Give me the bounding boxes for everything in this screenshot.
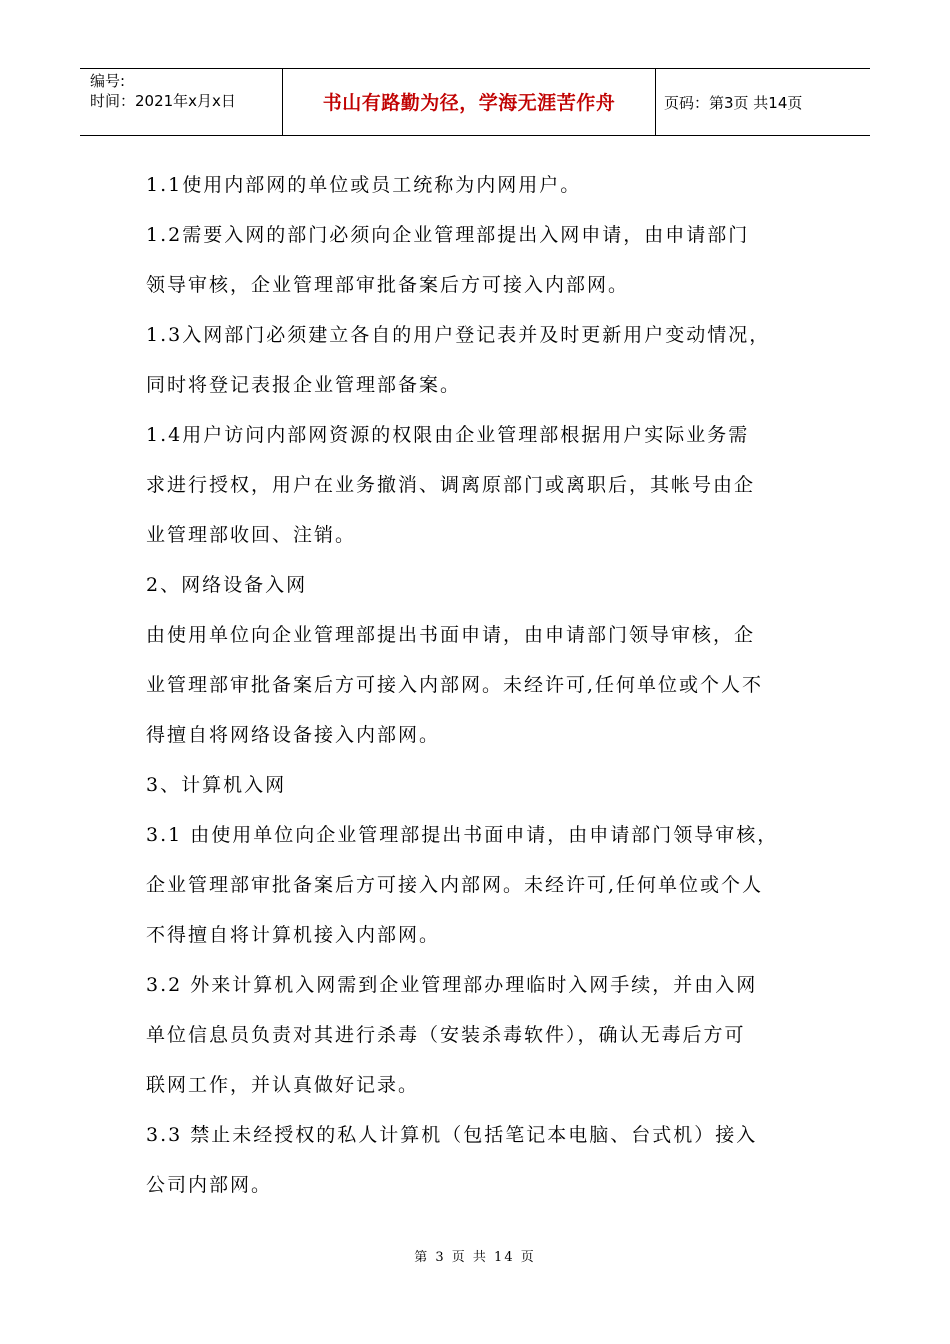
page-header [80, 68, 870, 136]
section-heading: 3、计算机入网 [146, 774, 287, 796]
body-line: 求进行授权，用户在业务撤消、调离原部门或离职后，其帐号由企 [146, 474, 756, 496]
body-line: 不得擅自将计算机接入内部网。 [146, 924, 441, 946]
body-line: 领导审核，企业管理部审批备案后方可接入内部网。 [146, 274, 630, 296]
document-date: 时间：2021年x月x日 [90, 92, 236, 110]
header-meta-cell [80, 69, 283, 135]
body-line: 3.1 由使用单位向企业管理部提出书面申请，由申请部门领导审核， [146, 824, 779, 846]
body-line: 单位信息员负责对其进行杀毒（安装杀毒软件），确认无毒后方可 [146, 1024, 746, 1046]
body-line: 联网工作，并认真做好记录。 [146, 1074, 420, 1096]
body-line: 3.3 禁止未经授权的私人计算机（包括笔记本电脑、台式机）接入 [146, 1124, 758, 1146]
body-line: 1.2需要入网的部门必须向企业管理部提出入网申请，由申请部门 [146, 224, 750, 246]
body-line: 企业管理部审批备案后方可接入内部网。未经许可,任何单位或个人 [146, 874, 764, 896]
body-line: 业管理部审批备案后方可接入内部网。未经许可,任何单位或个人不 [146, 674, 764, 696]
body-line: 3.2 外来计算机入网需到企业管理部办理临时入网手续，并由入网 [146, 974, 758, 996]
body-line: 1.1使用内部网的单位或员工统称为内网用户。 [146, 174, 582, 196]
page-footer-number: 第 3 页 共 14 页 [414, 1250, 536, 1265]
header-motto: 书山有路勤为径，学海无涯苦作舟 [322, 92, 616, 114]
body-line: 业管理部收回、注销。 [146, 524, 357, 546]
body-line: 公司内部网。 [146, 1174, 273, 1196]
body-line: 得擅自将网络设备接入内部网。 [146, 724, 441, 746]
header-page-info: 页码：第3页 共14页 [664, 94, 803, 112]
section-heading: 2、网络设备入网 [146, 574, 308, 596]
body-line: 同时将登记表报企业管理部备案。 [146, 374, 462, 396]
body-line: 由使用单位向企业管理部提出书面申请，由申请部门领导审核，企 [146, 624, 756, 646]
header-motto-cell [283, 69, 656, 135]
document-code-label: 编号: [90, 72, 126, 90]
body-line: 1.3入网部门必须建立各自的用户登记表并及时更新用户变动情况， [146, 324, 771, 346]
header-page-cell [656, 69, 870, 135]
document-body [146, 160, 816, 1210]
body-line: 1.4用户访问内部网资源的权限由企业管理部根据用户实际业务需 [146, 424, 750, 446]
